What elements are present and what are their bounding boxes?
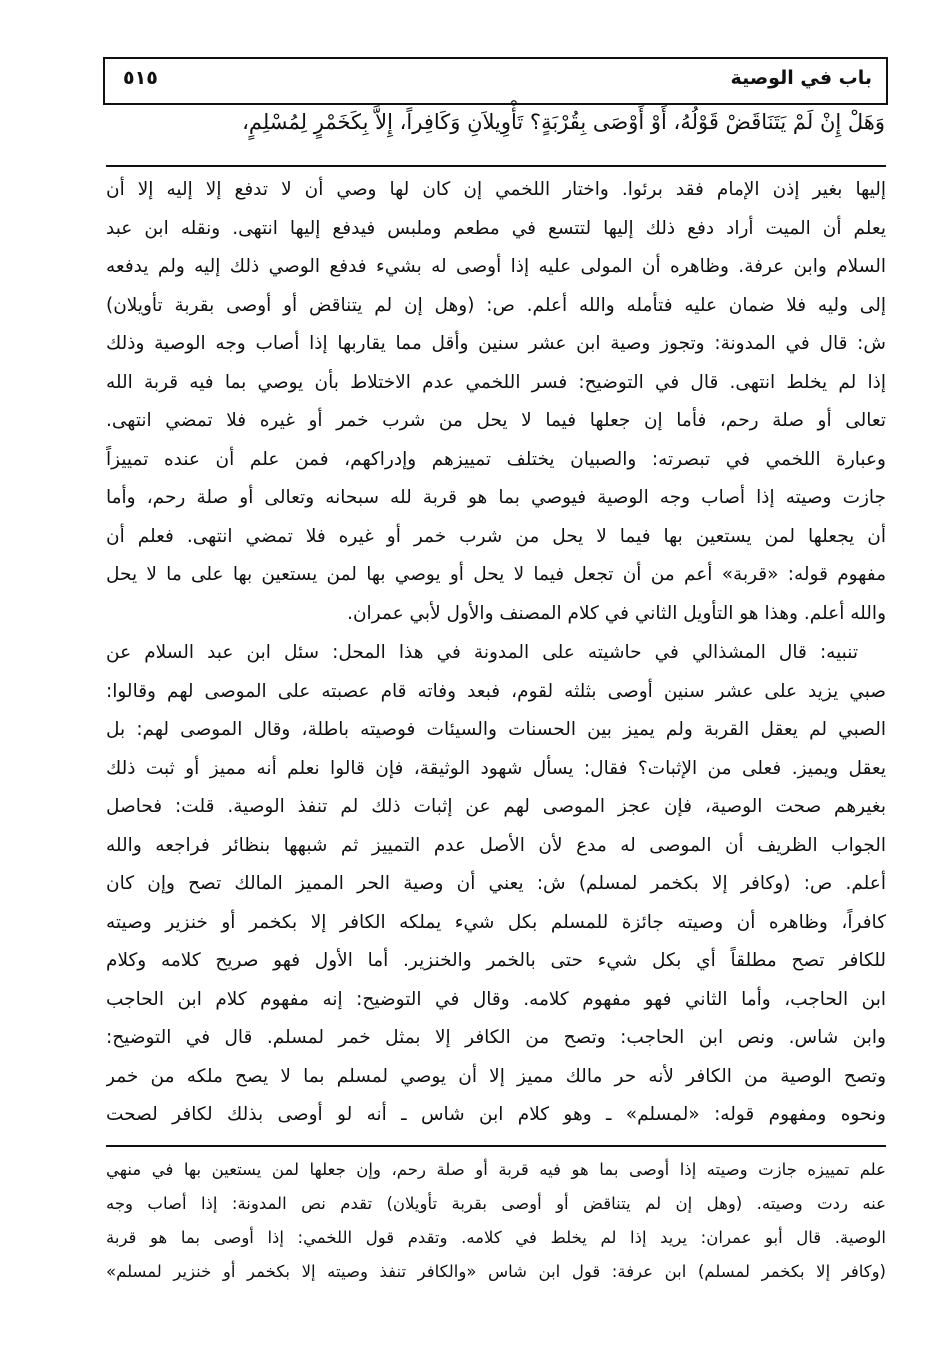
text-line: يعقل ويميز. فعلى من الإثبات؟ فقال: يسأل شهود الوثيقة، فإن قالوا نعلم أنه مميز أو ثبت ذلك: [106, 757, 886, 779]
text-line: صبي يزيد على عشر سنين أوصى بثلثه لقوم، فبعد وفاته قام عصبته على الموصى لهم وقالوا:: [106, 680, 886, 702]
text-line: علم تمييزه جازت وصيته إذا أوصى بما هو فيه قربة أو صلة رحم، وإن جعلها لمن يستعين بها في منهي: [106, 1160, 886, 1179]
footnotes-block: [106, 1153, 886, 1289]
text-line: كافراً، وظاهره أن وصيته جائزة للمسلم بكل شيء يملكه الكافر إلا بكخمر أو خنزير وصيته: [106, 911, 886, 933]
matn-verse: وَهَلْ إِنْ لَمْ يَتَنَاقَضْ قَوْلُهُ، أَوْ أَوْصَى بِقُرْبَةٍ؟ تَأْوِيلاَنِ وَكَافِراً، إِلاَّ بِكَخَمْرٍ لِمُسْلِمٍ،: [242, 110, 885, 134]
text-line: وعبارة اللخمي في تبصرته: والصبيان يختلف تمييزهم وإدراكهم، فمن علم أن عنده تمييزاً: [106, 448, 886, 470]
text-line: وتصح الوصية من الكافر لأنه حر مالك مميز إلا أن يوصي لمسلم بما لا يصح ملكه من خمر: [106, 1065, 886, 1087]
text-line: يعلم أن الميت أراد دفع ذلك إليها لتتسع في مطعم وملبس فيدفع إليها انتهى. ونقله ابن عبد: [106, 217, 886, 239]
text-line: بغيرهم صحت الوصية، فإن عجز الموصى لهم عن إثبات ذلك لم تنفذ الوصية. قلت: فحاصل: [106, 796, 886, 817]
text-line: السلام وابن عرفة. وظاهره أن المولى عليه إذا أوصى له بشيء فدفع الوصي ذلك إليه ولم يدفعه: [106, 256, 886, 277]
footnote-divider: [106, 1145, 886, 1147]
commentary-block: [106, 171, 886, 633]
chapter-title: باب في الوصية: [730, 67, 872, 89]
text-line: إليها بغير إذن الإمام فقد برئوا. واختار اللخمي إن كان لها وصي أن لا تدفع إلا إليه إلا أن: [106, 179, 886, 200]
text-line: للكافر تصح مطلقاً أي بكل شيء حتى بالخمر والخنزير. أما الأول فهو صريح كلامه وكلام: [106, 950, 886, 971]
header-divider: [106, 165, 886, 167]
text-line: أعلم. ص: (وكافر إلا بكخمر لمسلم) ش: يعني أن وصية الحر المميز المالك تصح وإن كان: [106, 873, 886, 894]
text-line: إلى وليه فلا ضمان عليه فتأمله والله أعلم. ص: (وهل إن لم يتناقض أو أوصى بقربة تأويلان): [106, 294, 886, 316]
text-line: (وكافر إلا بكخمر لمسلم) ابن عرفة: قول ابن شاس «والكافر تنفذ وصيته إلا بكخمر أو خنزير لمسلم»: [106, 1262, 886, 1281]
text-line: جازت وصيته إذا أصاب وجه الوصية فيوصي بما هو قربة لله سبحانه وتعالى أو صلة رحم، وأما: [106, 487, 886, 508]
tanbih-block: [106, 634, 886, 1135]
text-line: الوصية. قال أبو عمران: يريد إذا لم يخلط في كلامه. وتقدم قول اللخمي: إذا أوصى بما هو قربة: [106, 1228, 886, 1247]
text-line: ش: قال في المدونة: وتجوز وصية ابن عشر سنين وأقل مما يقاربها إذا أصاب وجه الوصية وذلك: [106, 333, 886, 354]
text-line: الصبي لم يعقل القربة ولم يميز بين الحسنات والسيئات فوصيته باطلة، وقال الموصى لهم: بل: [106, 719, 886, 740]
text-line: أن يجعلها لمن يستعين بها فيما لا يحل من شرب خمر أو غيره فلا تمضي انتهى. فعلم أن: [106, 525, 886, 547]
text-line: عنه ردت وصيته. (وهل إن لم يتناقض أو أوصى بقربة تأويلان) تقدم نص المدونة: إذا أصاب وجه: [106, 1194, 886, 1213]
text-line: ونحوه ومفهوم قوله: «لمسلم» ـ وهو كلام ابن شاس ـ أنه لو أوصى بذلك لكافر لصحت: [106, 1104, 886, 1125]
text-line: مفهوم قوله: «قربة» أعم من أن تجعل فيما لا يحل أو يوصي بها لمن يستعين بها على ما لا يحل: [106, 564, 886, 585]
page-number: ٥١٥: [123, 67, 158, 89]
text-line: إذا لم يخلط انتهى. قال في التوضيح: فسر اللخمي عدم الاختلاط بأن يوصي بما فيه قربة الله: [106, 371, 886, 393]
text-line: الجواب الظريف أن الموصى له مدع لأن الأصل عدم التمييز ثم شبهها بنظائر فراجعه والله: [106, 834, 886, 856]
text-line: والله أعلم. وهذا هو التأويل الثاني في كلام المصنف والأول لأبي عمران.: [347, 602, 886, 624]
text-line: وابن شاس. ونص ابن الحاجب: وتصح من الكافر إلا بمثل خمر لمسلم. قال في التوضيح:: [106, 1027, 886, 1048]
running-header: [103, 57, 888, 105]
text-line: ابن الحاجب، وأما الثاني فهو مفهوم كلامه. وقال في التوضيح: إنه مفهوم كلام ابن الحاجب: [106, 988, 886, 1010]
text-line: تنبيه: قال المشذالي في حاشيته على المدونة في هذا المحل: سئل ابن عبد السلام عن: [106, 642, 858, 663]
text-line: تعالى أو صلة رحم، فأما إن جعلها فيما لا يحل من شرب خمر أو غيره فلا تمضي انتهى.: [106, 410, 886, 431]
